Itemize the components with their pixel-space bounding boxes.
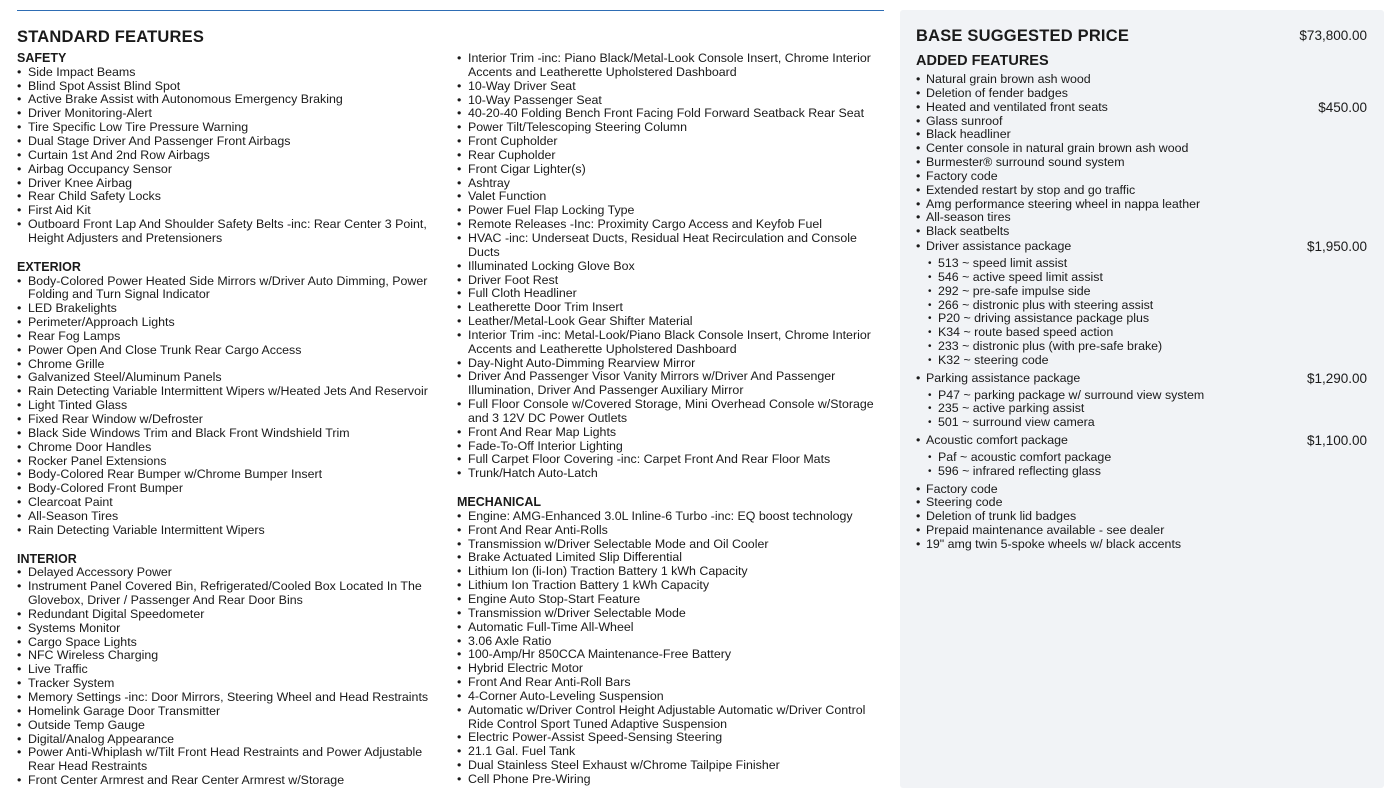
feature-item: • Leather/Metal-Look Gear Shifter Material	[457, 315, 882, 329]
added-feature-label: Steering code	[926, 495, 1003, 510]
base-price-value: $73,800.00	[1299, 28, 1367, 43]
added-feature-label: Black headliner	[926, 127, 1011, 142]
added-feature-item	[916, 101, 1367, 115]
feature-item: • Power Anti-Whiplash w/Tilt Front Head Restraints and Power Adjustable Rear Head Restraints	[17, 746, 437, 774]
added-feature-item	[916, 115, 1367, 129]
safety-section	[17, 52, 437, 246]
package-contents-list	[916, 389, 1367, 431]
feature-item: • Automatic w/Driver Control Height Adjustable Automatic w/Driver Control Ride Control Sport Tuned Adaptive Suspension	[457, 704, 882, 732]
interior-list	[17, 566, 437, 788]
feature-item: • Outside Temp Gauge	[17, 719, 437, 733]
added-feature-label: All-season tires	[926, 210, 1011, 225]
interior-continued-list	[457, 52, 882, 481]
feature-item: • Transmission w/Driver Selectable Mode	[457, 607, 882, 621]
feature-item: • Rear Fog Lamps	[17, 330, 437, 344]
feature-item: • Perimeter/Approach Lights	[17, 316, 437, 330]
package-content-item: • 501 ~ surround view camera	[916, 416, 1367, 430]
added-feature-item	[916, 240, 1367, 254]
added-feature-label: Factory code	[926, 168, 998, 183]
feature-item: • Memory Settings -inc: Door Mirrors, Steering Wheel and Head Restraints	[17, 691, 437, 705]
feature-item: • Full Carpet Floor Covering -inc: Carpet Front And Rear Floor Mats	[457, 453, 882, 467]
feature-item: • All-Season Tires	[17, 510, 437, 524]
feature-item: • NFC Wireless Charging	[17, 649, 437, 663]
added-feature-price: $450.00	[1318, 99, 1367, 115]
mechanical-list	[457, 510, 882, 787]
feature-item: • Cell Phone Pre-Wiring	[457, 773, 882, 787]
feature-item: • Power Open And Close Trunk Rear Cargo Access	[17, 344, 437, 358]
added-feature-item	[916, 225, 1367, 239]
feature-item: • Black Side Windows Trim and Black Front Windshield Trim	[17, 427, 437, 441]
feature-item: • Galvanized Steel/Aluminum Panels	[17, 371, 437, 385]
feature-item: • Active Brake Assist with Autonomous Emergency Braking	[17, 93, 437, 107]
exterior-heading: EXTERIOR	[17, 259, 81, 274]
feature-item: • Illuminated Locking Glove Box	[457, 260, 882, 274]
feature-item: • 40-20-40 Folding Bench Front Facing Fold Forward Seatback Rear Seat	[457, 107, 882, 121]
added-feature-label: Factory code	[926, 481, 998, 496]
package-contents-list	[916, 451, 1367, 479]
feature-item: • Body-Colored Power Heated Side Mirrors w/Driver Auto Dimming, Power Folding and Turn Signal Indicator	[17, 275, 437, 303]
features-left-column	[17, 26, 437, 803]
package-content-item: • 596 ~ infrared reflecting glass	[916, 465, 1367, 479]
feature-item: • Tracker System	[17, 677, 437, 691]
added-feature-label: Amg performance steering wheel in nappa leather	[926, 196, 1201, 211]
package-content-item: • 266 ~ distronic plus with steering assist	[916, 299, 1367, 313]
feature-item: • Side Impact Beams	[17, 66, 437, 80]
package-content-item: • K34 ~ route based speed action	[916, 326, 1367, 340]
safety-list	[17, 66, 437, 246]
feature-item: • Dual Stainless Steel Exhaust w/Chrome Tailpipe Finisher	[457, 759, 882, 773]
package-content-item: • 235 ~ active parking assist	[916, 402, 1367, 416]
feature-item: • Lithium Ion Traction Battery 1 kWh Capacity	[457, 579, 882, 593]
feature-item: • Front Cigar Lighter(s)	[457, 163, 882, 177]
feature-item: • Clearcoat Paint	[17, 496, 437, 510]
feature-item: • Driver Monitoring-Alert	[17, 107, 437, 121]
feature-item: • 10-Way Passenger Seat	[457, 94, 882, 108]
added-feature-item	[916, 538, 1367, 552]
feature-item: • Instrument Panel Covered Bin, Refrigerated/Cooled Box Located In The Glovebox, Driver / Passenger And Rear Door Bins	[17, 580, 437, 608]
feature-item: • Full Cloth Headliner	[457, 287, 882, 301]
feature-item: • Digital/Analog Appearance	[17, 733, 437, 747]
feature-item: • Electric Power-Assist Speed-Sensing Steering	[457, 731, 882, 745]
feature-item: • Interior Trim -inc: Metal-Look/Piano Black Console Insert, Chrome Interior Accents and Leatherette Upholstered Dashboard	[457, 329, 882, 357]
added-feature-label: Parking assistance package	[926, 370, 1081, 385]
feature-item: • Fixed Rear Window w/Defroster	[17, 413, 437, 427]
added-feature-price: $1,100.00	[1306, 433, 1367, 449]
feature-item: • Rain Detecting Variable Intermittent Wipers w/Heated Jets And Reservoir	[17, 385, 437, 399]
feature-item: • Airbag Occupancy Sensor	[17, 163, 437, 177]
added-feature-item	[916, 524, 1367, 538]
added-feature-item	[916, 372, 1367, 386]
feature-item: • Hybrid Electric Motor	[457, 662, 882, 676]
feature-item: • Rain Detecting Variable Intermittent Wipers	[17, 524, 437, 538]
feature-item: • Outboard Front Lap And Shoulder Safety Belts -inc: Rear Center 3 Point, Height Adjusters and Pretensioners	[17, 218, 437, 246]
feature-item: • 21.1 Gal. Fuel Tank	[457, 745, 882, 759]
feature-item: • Curtain 1st And 2nd Row Airbags	[17, 149, 437, 163]
added-feature-label: Burmester® surround sound system	[926, 155, 1125, 170]
feature-item: • Trunk/Hatch Auto-Latch	[457, 467, 882, 481]
feature-item: • Redundant Digital Speedometer	[17, 608, 437, 622]
base-price-label: BASE SUGGESTED PRICE	[916, 27, 1130, 45]
feature-item: • Engine Auto Stop-Start Feature	[457, 593, 882, 607]
feature-item: • Light Tinted Glass	[17, 399, 437, 413]
feature-item: • Brake Actuated Limited Slip Differential	[457, 551, 882, 565]
added-feature-item	[916, 184, 1367, 198]
standard-features-title: STANDARD FEATURES	[17, 28, 205, 46]
feature-item: • Rear Cupholder	[457, 149, 882, 163]
interior-section	[17, 553, 437, 788]
feature-item: • Systems Monitor	[17, 622, 437, 636]
feature-item: • Remote Releases -Inc: Proximity Cargo Access and Keyfob Fuel	[457, 218, 882, 232]
added-feature-item	[916, 87, 1367, 101]
package-content-item: • P20 ~ driving assistance package plus	[916, 312, 1367, 326]
added-features-heading: ADDED FEATURES	[916, 53, 1049, 69]
feature-item: • Lithium Ion (li-Ion) Traction Battery 1 kWh Capacity	[457, 565, 882, 579]
added-feature-item	[916, 483, 1367, 497]
feature-item: • Engine: AMG-Enhanced 3.0L Inline-6 Turbo -inc: EQ boost technology	[457, 510, 882, 524]
added-feature-price: $1,290.00	[1306, 370, 1367, 386]
feature-item: • Ashtray	[457, 177, 882, 191]
feature-item: • Body-Colored Front Bumper	[17, 482, 437, 496]
exterior-list	[17, 275, 437, 538]
feature-item: • Homelink Garage Door Transmitter	[17, 705, 437, 719]
added-feature-price: $1,950.00	[1306, 239, 1367, 255]
feature-item: • Valet Function	[457, 190, 882, 204]
feature-item: • LED Brakelights	[17, 302, 437, 316]
feature-item: • Cargo Space Lights	[17, 636, 437, 650]
feature-item: • 3.06 Axle Ratio	[457, 635, 882, 649]
feature-item: • Front And Rear Map Lights	[457, 426, 882, 440]
interior-heading: INTERIOR	[17, 551, 77, 566]
added-feature-item	[916, 496, 1367, 510]
added-feature-item	[916, 73, 1367, 87]
feature-item: • Front And Rear Anti-Roll Bars	[457, 676, 882, 690]
added-feature-item	[916, 142, 1367, 156]
added-feature-item	[916, 128, 1367, 142]
added-feature-label: Extended restart by stop and go traffic	[926, 182, 1136, 197]
added-feature-item	[916, 510, 1367, 524]
feature-item: • Chrome Grille	[17, 358, 437, 372]
added-feature-label: Natural grain brown ash wood	[926, 72, 1091, 86]
features-middle-column	[457, 52, 882, 787]
added-feature-label: Black seatbelts	[926, 224, 1010, 239]
added-feature-item	[916, 156, 1367, 170]
feature-item: • Full Floor Console w/Covered Storage, Mini Overhead Console w/Storage and 3 12V DC Power Outlets	[457, 398, 882, 426]
package-content-item: • 546 ~ active speed limit assist	[916, 271, 1367, 285]
feature-item: • Body-Colored Rear Bumper w/Chrome Bumper Insert	[17, 468, 437, 482]
package-content-item: • 513 ~ speed limit assist	[916, 257, 1367, 271]
feature-item: • Power Fuel Flap Locking Type	[457, 204, 882, 218]
feature-item: • Live Traffic	[17, 663, 437, 677]
added-feature-item	[916, 434, 1367, 448]
package-content-item: • 233 ~ distronic plus (with pre-safe brake)	[916, 340, 1367, 354]
feature-item: • Front Cupholder	[457, 135, 882, 149]
safety-heading: SAFETY	[17, 51, 67, 65]
added-feature-item	[916, 198, 1367, 212]
added-feature-label: Glass sunroof	[926, 113, 1003, 128]
added-feature-item	[916, 211, 1367, 225]
feature-item: • Power Tilt/Telescoping Steering Column	[457, 121, 882, 135]
added-feature-label: Driver assistance package	[926, 239, 1072, 254]
feature-item: • Interior Trim -inc: Piano Black/Metal-Look Console Insert, Chrome Interior Accents and Leatherette Upholstered Dashboard	[457, 52, 882, 80]
feature-item: • Automatic Full-Time All-Wheel	[457, 621, 882, 635]
added-feature-label: Prepaid maintenance available - see dealer	[926, 523, 1165, 538]
mechanical-heading: MECHANICAL	[457, 495, 542, 510]
base-price-row	[916, 25, 1367, 47]
package-content-item: • Paf ~ acoustic comfort package	[916, 451, 1367, 465]
added-feature-label: Acoustic comfort package	[926, 433, 1068, 448]
added-features-list	[916, 73, 1367, 552]
pricing-panel	[900, 10, 1384, 788]
feature-item: • Delayed Accessory Power	[17, 566, 437, 580]
package-content-item: • P47 ~ parking package w/ surround view system	[916, 389, 1367, 403]
top-divider	[17, 10, 884, 11]
added-feature-label: Center console in natural grain brown ash wood	[926, 141, 1189, 156]
package-contents-list	[916, 257, 1367, 368]
feature-item: • Fade-To-Off Interior Lighting	[457, 440, 882, 454]
feature-item: • Rocker Panel Extensions	[17, 455, 437, 469]
feature-item: • Driver And Passenger Visor Vanity Mirrors w/Driver And Passenger Illumination, Driver And Passenger Auxiliary Mirror	[457, 370, 882, 398]
feature-item: • Rear Child Safety Locks	[17, 190, 437, 204]
added-feature-label: Deletion of fender badges	[926, 85, 1068, 100]
feature-item: • Transmission w/Driver Selectable Mode and Oil Cooler	[457, 538, 882, 552]
feature-item: • Blind Spot Assist Blind Spot	[17, 80, 437, 94]
feature-item: • Tire Specific Low Tire Pressure Warning	[17, 121, 437, 135]
added-feature-label: Deletion of trunk lid badges	[926, 509, 1077, 524]
added-feature-label: 19" amg twin 5-spoke wheels w/ black accents	[926, 537, 1182, 551]
feature-item: • HVAC -inc: Underseat Ducts, Residual Heat Recirculation and Console Ducts	[457, 232, 882, 260]
feature-item: • 100-Amp/Hr 850CCA Maintenance-Free Battery	[457, 648, 882, 662]
package-content-item: • 292 ~ pre-safe impulse side	[916, 285, 1367, 299]
package-content-item: • K32 ~ steering code	[916, 354, 1367, 368]
feature-item: • Dual Stage Driver And Passenger Front Airbags	[17, 135, 437, 149]
feature-item: • Driver Knee Airbag	[17, 177, 437, 191]
feature-item: • 10-Way Driver Seat	[457, 80, 882, 94]
feature-item: • 4-Corner Auto-Leveling Suspension	[457, 690, 882, 704]
added-feature-item	[916, 170, 1367, 184]
feature-item: • Front Center Armrest and Rear Center Armrest w/Storage	[17, 774, 437, 788]
feature-item: • Front And Rear Anti-Rolls	[457, 524, 882, 538]
feature-item: • First Aid Kit	[17, 204, 437, 218]
exterior-section	[17, 261, 437, 538]
feature-item: • Chrome Door Handles	[17, 441, 437, 455]
feature-item: • Day-Night Auto-Dimming Rearview Mirror	[457, 357, 882, 371]
feature-item: • Leatherette Door Trim Insert	[457, 301, 882, 315]
feature-item: • Driver Foot Rest	[457, 274, 882, 288]
added-feature-label: Heated and ventilated front seats	[926, 99, 1108, 114]
